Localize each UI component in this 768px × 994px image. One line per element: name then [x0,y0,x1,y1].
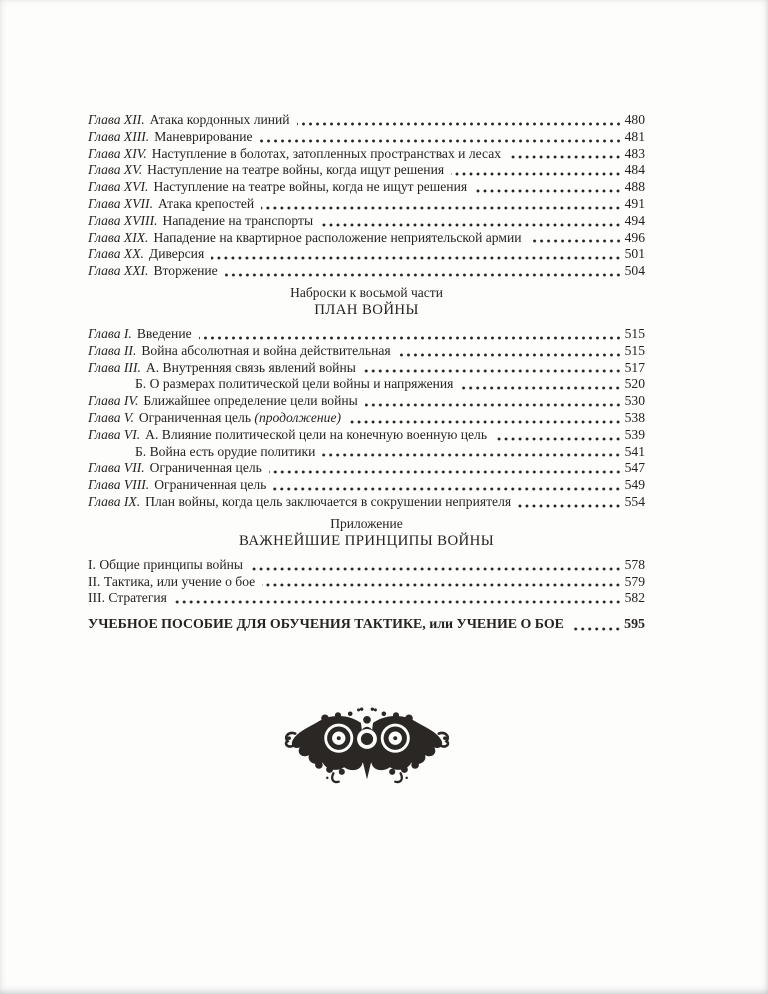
dot-leader [571,627,621,631]
toc-entry [88,410,645,427]
toc-entry [88,360,645,377]
page-number: 520 [624,376,645,392]
chapter-label: Глава II. [88,342,137,358]
page-number: 496 [624,229,645,245]
chapter-label: Глава XIX. [88,229,149,245]
chapter-label: Глава V. [88,409,134,425]
chapter-label: Глава XIV. [88,145,147,161]
dot-leader [225,273,622,277]
page-number: 504 [624,263,645,279]
page-number: 488 [624,179,645,195]
butterfly-vignette-ornament [283,700,451,784]
section-subtitle: Наброски к восьмой части [290,284,443,300]
section-subtitle: Приложение [330,515,403,531]
entry-title: Нападение на транспорты [162,212,314,228]
dot-leader [363,369,622,373]
entry-title: Атака крепостей [157,195,255,211]
dot-leader [322,453,621,457]
toc-entry [88,196,645,213]
entry-title: Нападение на квартирное расположение неприятельской армии [153,229,522,245]
toc-entry [88,129,645,146]
page-number: 539 [624,426,645,442]
chapter-label: Глава IX. [88,493,141,509]
page-number: 491 [624,195,645,211]
page-number: 501 [624,246,645,262]
toc-entry [88,213,645,230]
entry-title: Б. Война есть орудие политики [135,443,316,459]
toc-entry [88,393,645,410]
chapter-label: Глава XVII. [88,195,153,211]
section-title: ПЛАН ВОЙНЫ [314,301,419,318]
page-number: 578 [624,556,645,572]
entry-title: Ограниченная цель [138,409,252,425]
toc-entry [88,146,645,163]
toc-entry [88,376,645,393]
page-number: 480 [624,112,645,127]
page-number: 541 [624,443,645,459]
entry-title: Ограниченная цель [149,460,262,476]
entry-title: Ограниченная цель [154,477,267,493]
section-heading-appendix [88,515,645,551]
dot-leader [261,206,621,210]
page-number: 595 [624,617,645,633]
entry-title: Б. О размерах политической цели войны и напряжения [135,376,454,392]
toc-entry [88,162,645,179]
dot-leader [320,223,621,227]
page-number: 582 [624,590,645,606]
chapter-label: Глава VI. [88,426,141,442]
dot-leader [460,386,621,390]
entry-title: Вторжение [153,263,218,279]
toc-entry [88,179,645,196]
chapter-label: Глава XII. [88,112,145,127]
toc-entry [88,477,645,494]
chapter-label: Глава VII. [88,460,145,476]
entry-title: План войны, когда цель заключается в сокрушении неприятеля [145,493,512,509]
chapter-label: Глава XXI. [88,263,149,279]
toc-entry [88,326,645,343]
entry-title: Введение [136,325,192,341]
dot-leader [474,189,622,193]
dot-leader [250,567,622,571]
toc-entry-training-manual [88,617,645,634]
entry-title: Ближайшее определение цели войны [143,393,358,409]
page-number: 538 [624,409,645,425]
dot-leader [199,336,622,340]
dot-leader [260,139,622,143]
dot-leader [262,583,621,587]
dot-leader [508,155,622,159]
dot-leader [273,487,621,491]
toc-entry [88,557,645,574]
chapter-label: Глава III. [88,359,141,375]
page-number: 549 [624,477,645,493]
dot-leader [348,420,622,424]
page-number: 547 [624,460,645,476]
toc-entry [88,230,645,247]
page-number: 481 [624,128,645,144]
toc-section-part8 [88,326,645,511]
entry-title: Диверсия [148,246,205,262]
toc-section-part7 [88,112,645,280]
dot-leader [174,600,622,604]
toc-entry [88,112,645,129]
entry-title: Наступление в болотах, затопленных пространствах и лесах [151,145,502,161]
toc-entry [88,574,645,591]
entry-title: I. Общие принципы войны [88,556,244,572]
entry-title: УЧЕБНОЕ ПОСОБИЕ ДЛЯ ОБУЧЕНИЯ ТАКТИКЕ, или УЧЕНИЕ О БОЕ [88,617,564,633]
section-title: ВАЖНЕЙШИЕ ПРИНЦИПЫ ВОЙНЫ [238,532,495,549]
dot-leader [297,122,622,126]
dot-leader [494,437,622,441]
toc-entry [88,460,645,477]
entry-title: Маневрирование [154,128,253,144]
page-number: 554 [624,493,645,509]
dot-leader [451,172,622,176]
chapter-label: Глава XV. [88,162,143,178]
dot-leader [529,239,622,243]
toc-entry [88,444,645,461]
entry-title: Война абсолютная и война действительная [141,342,391,358]
dot-leader [398,353,622,357]
toc-entry [88,494,645,511]
toc-entry [88,427,645,444]
entry-title: II. Тактика, или учение о бое [88,573,256,589]
chapter-label: Глава XX. [88,246,144,262]
entry-title: А. Внутренняя связь явлений войны [145,359,356,375]
chapter-label: Глава XIII. [88,128,150,144]
chapter-label: Глава XVI. [88,179,149,195]
dot-leader [518,504,621,508]
toc-entry [88,246,645,263]
entry-title-italic: (продолжение) [251,409,342,425]
toc-entry [88,343,645,360]
toc-entry [88,263,645,280]
page-number: 494 [624,212,645,228]
toc-section-appendix [88,557,645,607]
dot-leader [211,256,621,260]
chapter-label: Глава I. [88,325,132,341]
page-number: 517 [624,359,645,375]
page-number: 515 [624,325,645,341]
page-number: 484 [624,162,645,178]
toc-entry [88,590,645,607]
page-number: 579 [624,573,645,589]
chapter-label: Глава IV. [88,393,139,409]
entry-title: III. Стратегия [88,590,167,606]
dot-leader [269,470,622,474]
entry-title: А. Влияние политической цели на конечную военную цель [145,426,488,442]
page-number: 515 [624,342,645,358]
entry-title: Наступление на театре войны, когда не ищут решения [153,179,468,195]
entry-title: Наступление на театре войны, когда ищут решения [147,162,445,178]
entry-title: Атака кордонных линий [149,112,290,127]
chapter-label: Глава VIII. [88,477,150,493]
page-number: 530 [624,393,645,409]
page-number: 483 [624,145,645,161]
chapter-label: Глава XVIII. [88,212,158,228]
dot-leader [365,403,622,407]
section-heading-part8 [88,284,645,320]
